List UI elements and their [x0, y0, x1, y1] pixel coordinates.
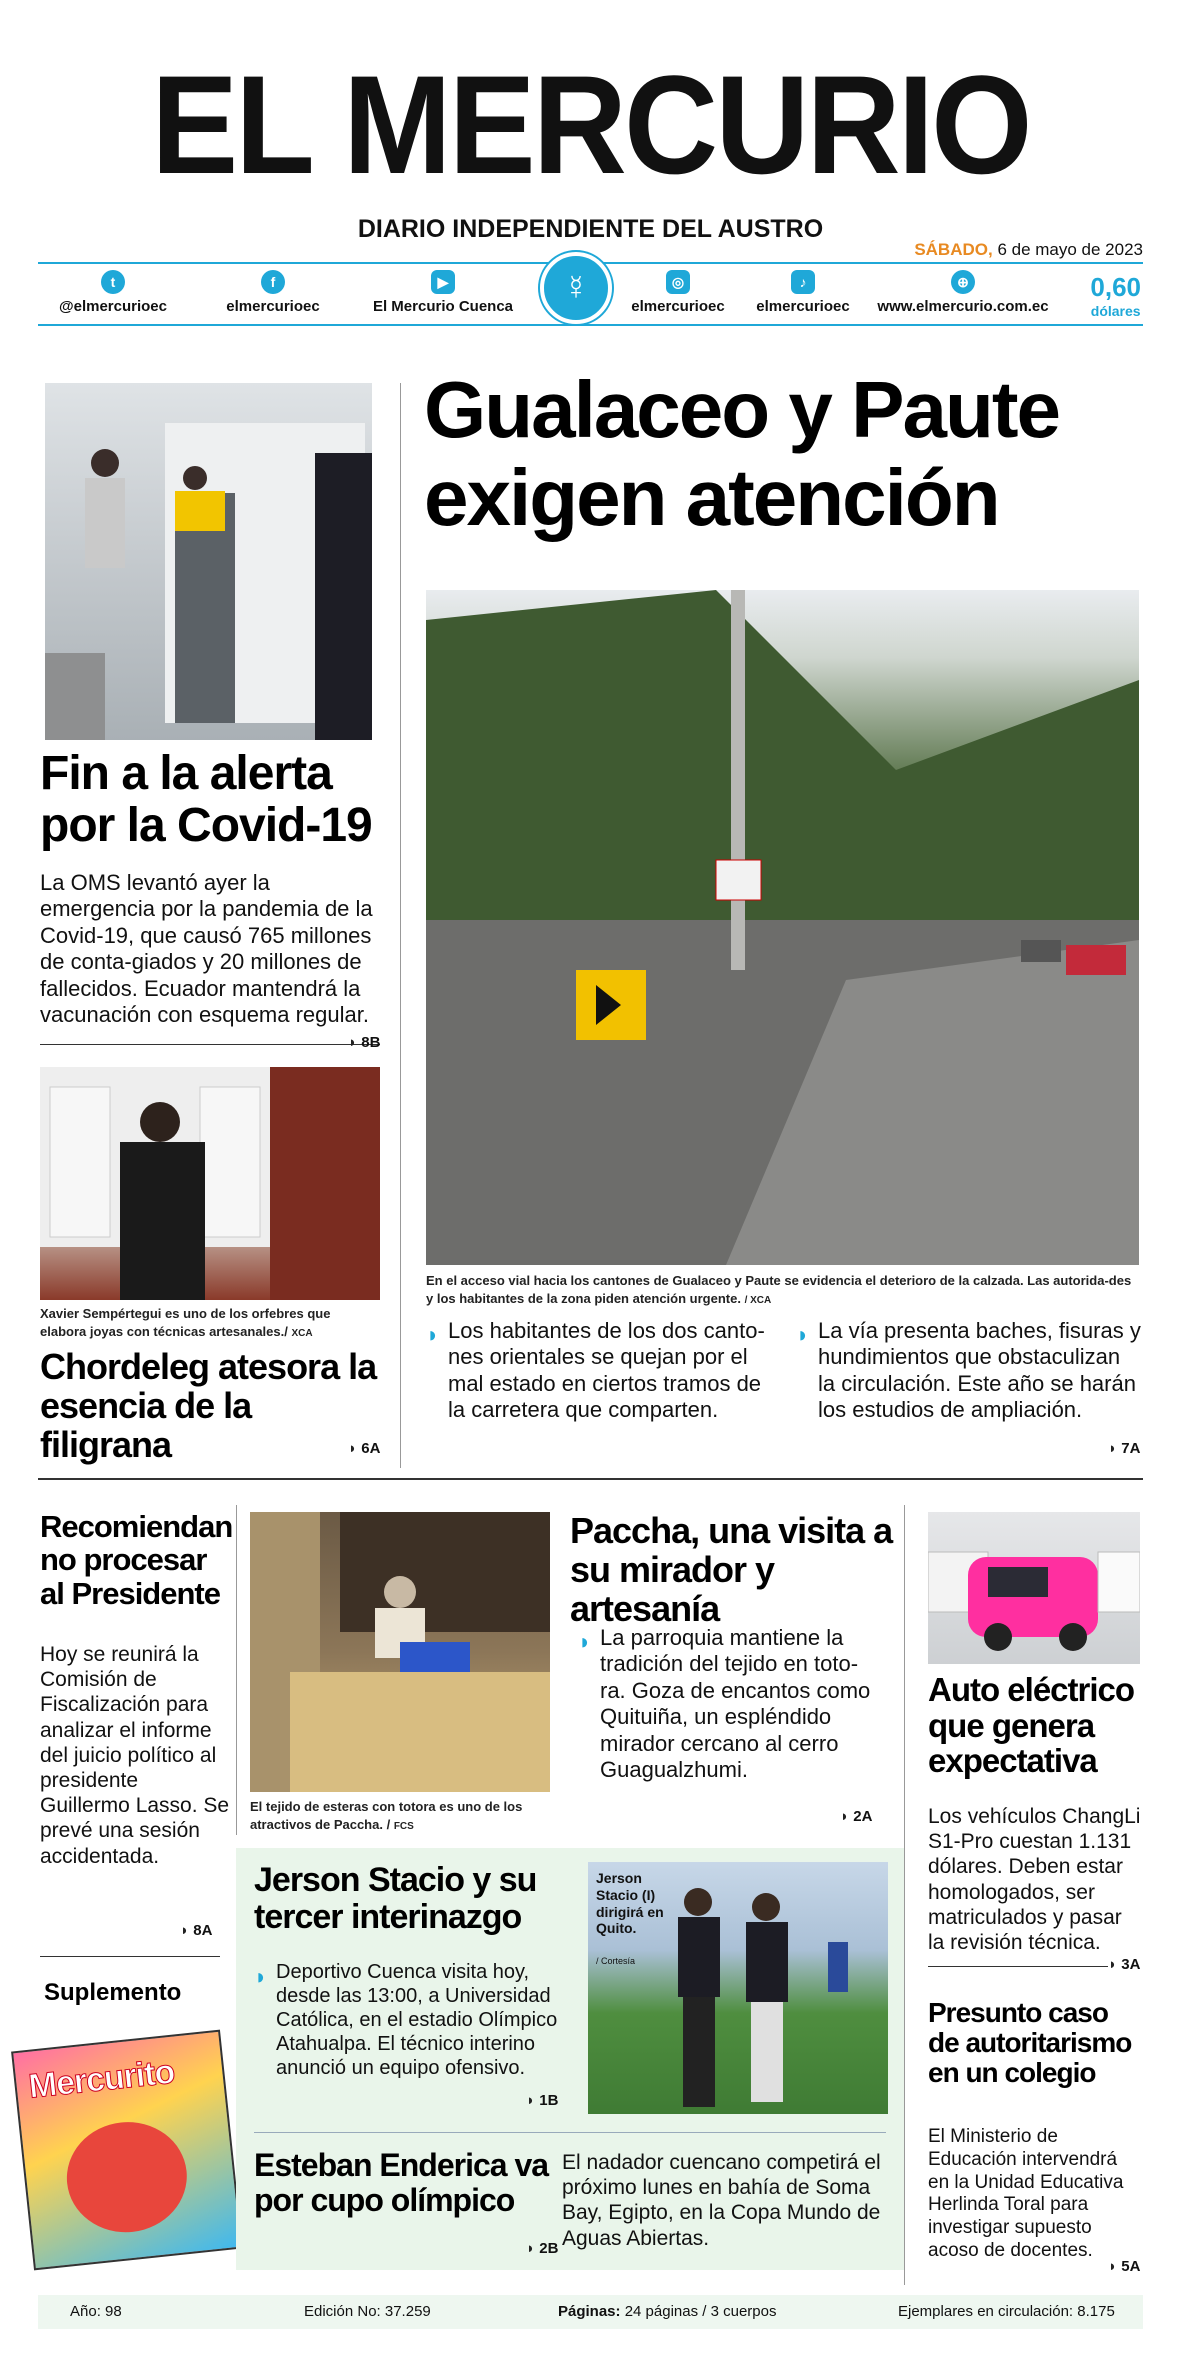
footer-bar [38, 2295, 1143, 2329]
main-photo-caption [426, 1272, 1139, 1307]
footer-edition: Edición No: 37.259 [304, 2303, 431, 2320]
stacio-body: Deportivo Cuenca visita hoy, desde las 13:00, a Universidad Católica, en el estadio Olímpico Atahualpa. El técnico interino anunció un equipo ofensivo. [276, 1961, 558, 2079]
bullet-marker-icon: ◗ [426, 1322, 440, 1347]
globe-icon: ⊕ [951, 270, 975, 294]
paccha-photo [250, 1512, 550, 1792]
auto-headline[interactable]: Auto eléctrico que genera expectativa [928, 1671, 1135, 1780]
suplemento-cover-title: Mercurito [26, 2052, 176, 2106]
instagram-icon: ◎ [666, 270, 690, 294]
cartoon-mascot-icon [61, 2116, 192, 2238]
chordeleg-page-ref[interactable]: ◗ 6A [348, 1440, 380, 1457]
suplemento-cover[interactable] [11, 2030, 243, 2271]
main-bullet-1 [426, 1318, 781, 1424]
auto-photo [928, 1512, 1140, 1664]
footer-pages [558, 2303, 776, 2320]
sports-divider [254, 2132, 886, 2133]
stacio-headline[interactable]: Jerson Stacio y su tercer interinazgo [254, 1861, 537, 1936]
autoritarismo-headline[interactable]: Presunto caso de autoritarismo en un colegio [928, 1997, 1132, 2089]
footer-copies: Ejemplares en circulación: 8.175 [898, 2303, 1115, 2320]
social-youtube[interactable] [358, 270, 528, 315]
chordeleg-caption [40, 1305, 380, 1340]
issue-date [914, 240, 1143, 260]
issue-date-day: SÁBADO, [914, 240, 993, 259]
footer-year: Año: 98 [70, 2303, 122, 2320]
main-road-photo [426, 590, 1139, 1265]
bullet-marker-icon: ◗ [578, 1629, 592, 1654]
tiktok-icon: ♪ [791, 270, 815, 294]
paccha-page-ref[interactable]: ◗ 2A [840, 1808, 872, 1825]
main-bullet-2-text: La vía presenta baches, fisuras y hundimientos que obstaculizan la circulación. Este año se harán los estudios de ampliación. [818, 1318, 1141, 1423]
social-twitter[interactable] [38, 270, 188, 315]
auto-body: Los vehículos ChangLi S1-Pro cuestan 1.131 dólares. Deben estar homologados, ser matriculados y pasar la revisión técnica. [928, 1805, 1141, 1954]
auto-page-ref[interactable]: ◗ 3A [1108, 1956, 1140, 1973]
covid-body: La OMS levantó ayer la emergencia por la pandemia de la Covid-19, que causó 765 millones de conta-giados y 20 millones de fallecidos. Ecuador mantendrá la vacunación con esquema regular. [40, 870, 373, 1027]
social-label-tiktok: elmercurioec [756, 298, 850, 315]
social-instagram[interactable] [618, 270, 738, 315]
column-divider-right [904, 1505, 905, 2285]
price-tag [1090, 272, 1141, 321]
bullet-marker-icon: ◗ [796, 1322, 810, 1347]
paccha-caption-credit: FCS [393, 1820, 414, 1832]
covid-divider [40, 1044, 380, 1045]
paccha-caption [250, 1798, 550, 1833]
social-label-youtube: El Mercurio Cuenca [372, 298, 514, 315]
youtube-icon: ▶ [431, 270, 455, 294]
autoritarismo-page-ref[interactable]: ◗ 5A [1108, 2258, 1140, 2275]
autoritarismo-body: El Ministerio de Educación intervendrá en la Unidad Educativa Herlinda Toral para investigar supuesto acoso de docentes. [928, 2126, 1124, 2261]
chordeleg-caption-credit: XCA [291, 1327, 313, 1339]
social-facebook[interactable] [198, 270, 348, 315]
price-value: 0,60 [1090, 272, 1141, 302]
stacio-photo-caption: Jerson Stacio (I) dirigirá en Quito. [596, 1870, 664, 1937]
main-page-ref[interactable]: ◗ 7A [1108, 1440, 1140, 1457]
enderica-page-ref[interactable]: ◗ 2B [526, 2240, 558, 2257]
stacio-page-ref[interactable]: ◗ 1B [526, 2092, 558, 2109]
main-caption-credit: / XCA [744, 1294, 772, 1306]
price-unit: dólares [1090, 303, 1141, 319]
paccha-headline[interactable]: Paccha, una visita a su mirador y artesanía [570, 1510, 893, 1629]
stacio-photo [588, 1862, 888, 2114]
social-website[interactable] [868, 270, 1058, 315]
paccha-caption-text: El tejido de esteras con totora es uno de los atractivos de Paccha. / [250, 1799, 523, 1832]
mercury-logo-icon: ☿ [540, 252, 612, 324]
social-label-instagram: elmercurioec [631, 298, 725, 315]
chordeleg-caption-text: Xavier Sempértegui es uno de los orfebres que elabora joyas con técnicas artesanales./ [40, 1306, 331, 1339]
stacio-bullet [254, 1960, 574, 2080]
chordeleg-photo [40, 1067, 380, 1300]
covid-headline[interactable]: Fin a la alerta por la Covid-19 [40, 747, 372, 852]
main-caption-text: En el acceso vial hacia los cantones de Gualaceo y Paute se evidencia el deterioro de la calzada. Las autorida-des y los habitantes de la zona piden atención urgente. [426, 1273, 1132, 1306]
enderica-body: El nadador cuencano competirá el próximo lunes en bahía de Soma Bay, Egipto, en la Copa Mundo de Aguas Abiertas. [562, 2151, 881, 2250]
enderica-headline[interactable]: Esteban Enderica va por cupo olímpico [254, 2147, 549, 2218]
column-divider-left [400, 383, 401, 1468]
presidente-body: Hoy se reunirá la Comisión de Fiscalización para analizar el informe del juicio político al presidente Guillermo Lasso. Se prevé una sesión accidentada. [40, 1643, 230, 1868]
section-divider [38, 1478, 1143, 1480]
twitter-icon: t [101, 270, 125, 294]
paccha-body: La parroquia mantiene la tradición del tejido en toto-ra. Goza de encantos como Quituiña, un espléndido mirador cercano al cerro Guagualzhumi. [600, 1625, 871, 1782]
newspaper-tagline: DIARIO INDEPENDIENTE DEL AUSTRO [357, 215, 824, 243]
presidente-headline[interactable]: Recomiendan no procesar al Presidente [40, 1509, 233, 1611]
social-tiktok[interactable] [738, 270, 868, 315]
presidente-page-ref[interactable]: ◗ 8A [180, 1922, 212, 1939]
paccha-bullet [578, 1625, 878, 1783]
sports-box [236, 1848, 904, 2270]
facebook-icon: f [261, 270, 285, 294]
presidente-divider [40, 1956, 220, 1957]
footer-pages-value: 24 páginas / 3 cuerpos [620, 2303, 777, 2320]
auto-divider [928, 1966, 1108, 1967]
chordeleg-headline[interactable]: Chordeleg atesora la esencia de la filigrana [40, 1346, 377, 1465]
covid-page-ref[interactable]: ◗ 8B [348, 1034, 380, 1051]
suplemento-label: Suplemento [44, 1979, 182, 2006]
issue-date-rest: 6 de mayo de 2023 [992, 240, 1143, 259]
main-headline[interactable]: Gualaceo y Paute exigen atención [424, 365, 1059, 542]
bullet-marker-icon: ◗ [254, 1964, 268, 1989]
stacio-photo-credit: / Cortesía [596, 1956, 636, 1966]
social-label-twitter: @elmercurioec [58, 298, 167, 315]
newspaper-title: EL MERCURIO [151, 46, 1030, 203]
covid-photo [45, 383, 372, 740]
main-bullet-2 [796, 1318, 1141, 1424]
footer-pages-label: Páginas: [558, 2303, 621, 2320]
social-label-website: www.elmercurio.com.ec [877, 298, 1049, 315]
column-divider-presidente [236, 1505, 237, 1835]
social-label-facebook: elmercurioec [226, 298, 320, 315]
main-bullet-1-text: Los habitantes de los dos canto-nes orientales se quejan por el mal estado en ciertos tramos de la carretera que comparten. [448, 1318, 765, 1423]
